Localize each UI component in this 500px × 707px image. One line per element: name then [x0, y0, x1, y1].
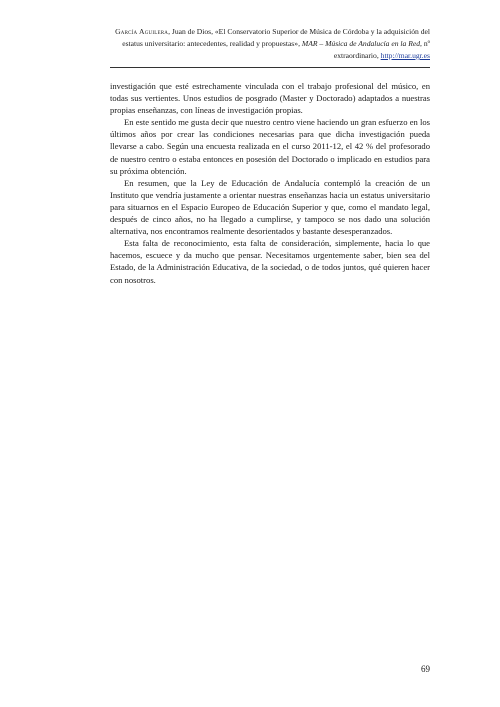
header-citation-text: , Juan de Dios, «El Conservatorio Superior de Música de Córdoba y la adquisición del estatus universitario: antecedentes, realidad y propuestas», — [122, 27, 430, 48]
header-url-link[interactable]: http://mar.ugr.es — [380, 51, 430, 60]
body-text — [110, 80, 430, 286]
page-number: 69 — [421, 664, 430, 674]
header-author: García Aguilera — [115, 27, 169, 36]
header-divider — [110, 67, 430, 68]
header-issue-text: , nº extraordinario, — [333, 39, 430, 60]
paragraph-2: En este sentido me gusta decir que nuestro centro viene haciendo un gran esfuerzo en los últimos años por crear las condiciones necesarias para que dicha investigación pueda llevarse a cabo. Según una encuesta realizada en el curso 2011-12, el 42 % del profesorado de nuestro centro o estaba entonces en posesión del Doctorado o implicado en estudios para su próxima obtención. — [110, 117, 430, 176]
paragraph-3: En resumen, que la Ley de Educación de Andalucía contempló la creación de un Instituto que vendría justamente a orientar nuestras enseñanzas hacia un estatus universitario para situarnos en el Espacio Europeo de Educación Superior y que, como el mandato legal, después de cinco años, no ha llegado a cumplirse, y tampoco se nos dado una solución alternativa, nos encontramos realmente desorientados y bastante desesperanzados. — [110, 177, 430, 237]
running-header — [100, 26, 430, 62]
paragraph-4: Esta falta de reconocimiento, esta falta de consideración, simplemente, hacia lo que hacemos, escuece y da mucho que pensar. Necesitamos urgentemente saber, bien sea del Estado, de la Administración Educativa, de la sociedad, o de todos juntos, qué quieren hacer con nosotros. — [110, 238, 430, 285]
paragraph-1: investigación que esté estrechamente vinculada con el trabajo profesional del músico, en todas sus vertientes. Unos estudios de posgrado (Master y Doctorado) adaptados a nuestras propias enseñanzas, con líneas de investigación propias. — [110, 81, 430, 116]
header-journal-title: MAR – Música de Andalucía en la Red — [301, 39, 421, 48]
